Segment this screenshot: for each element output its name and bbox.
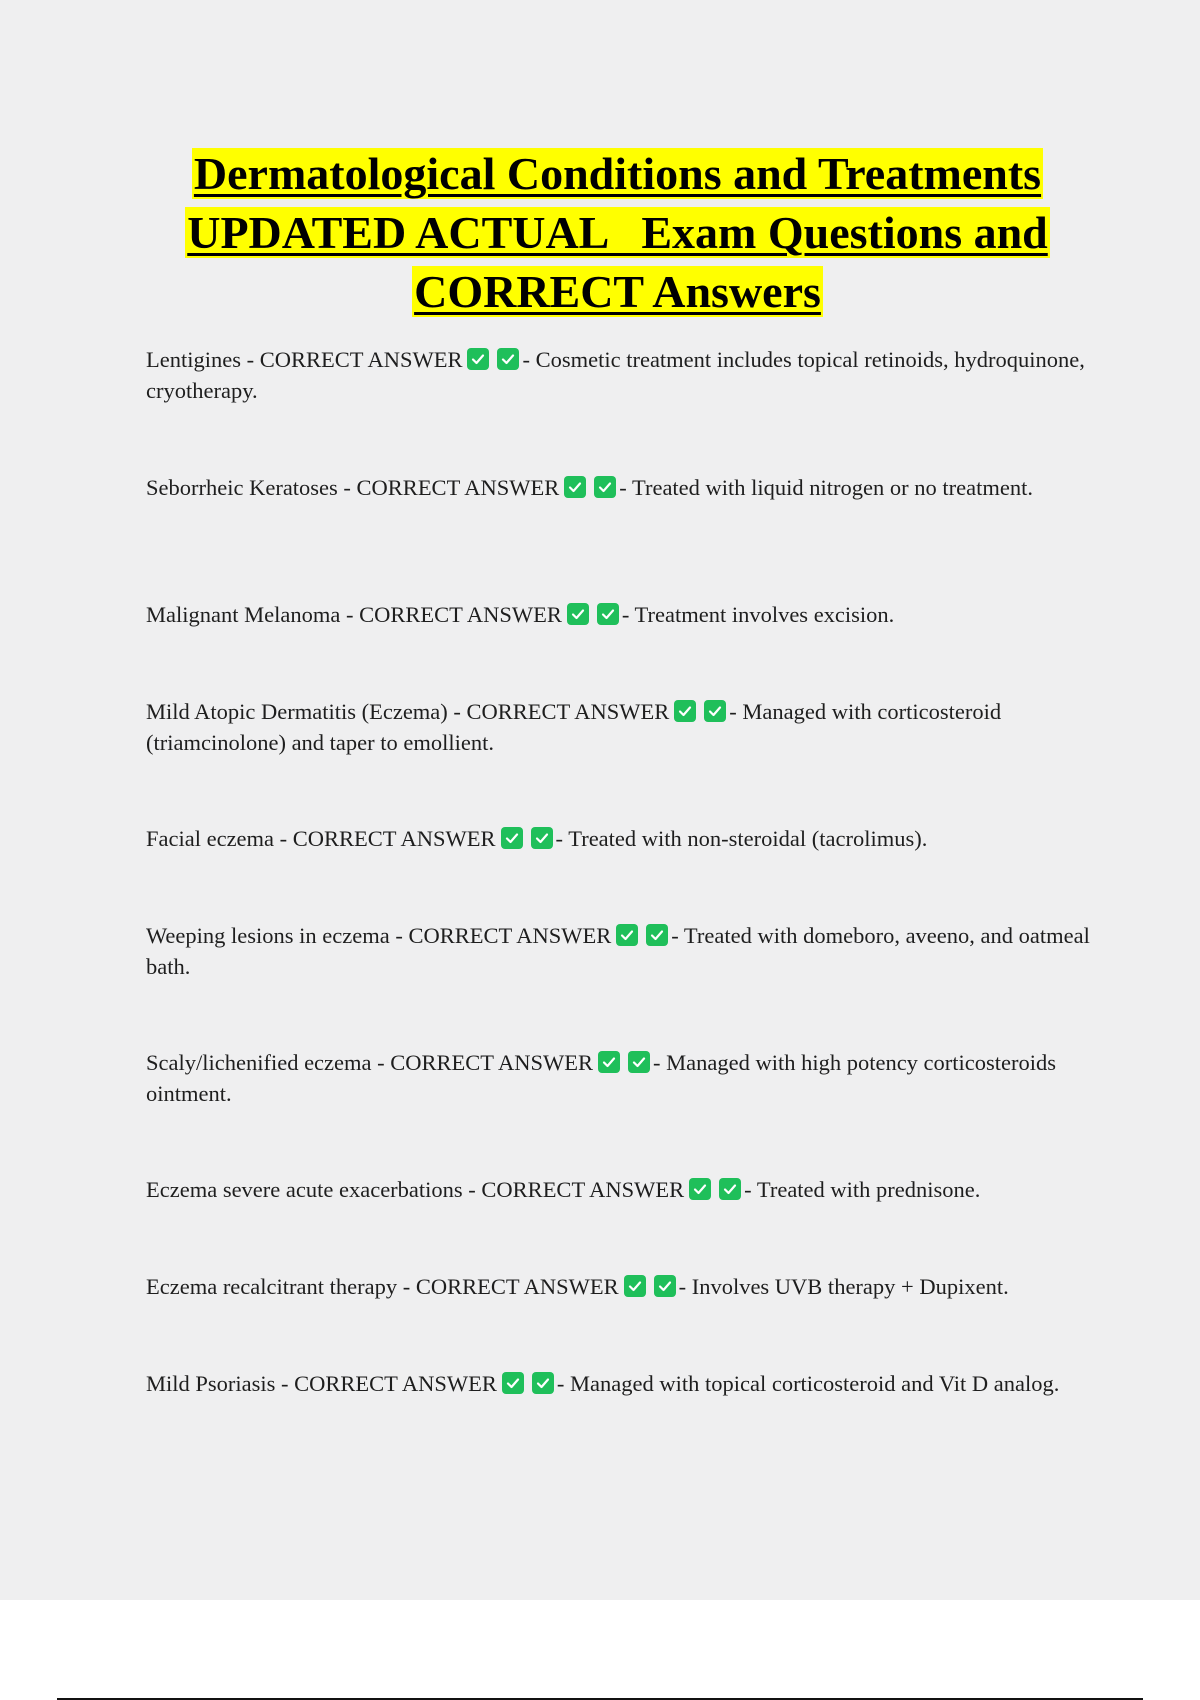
check-icon bbox=[616, 924, 638, 946]
qa-item-weeping-lesions bbox=[146, 920, 1091, 982]
qa-term: Scaly/lichenified eczema - bbox=[146, 1050, 391, 1075]
qa-term: Facial eczema - bbox=[146, 826, 293, 851]
answer-marker: CORRECT ANSWER bbox=[408, 923, 612, 948]
qa-term: Seborrheic Keratoses - bbox=[146, 475, 357, 500]
qa-answer: - Managed with corticosteroid (triamcinolone) and taper to emollient. bbox=[146, 699, 1002, 755]
check-icon bbox=[674, 700, 696, 722]
qa-term: Eczema severe acute exacerbations - bbox=[146, 1177, 482, 1202]
title-line-3: CORRECT Answers bbox=[414, 266, 821, 317]
title-line-1: Dermatological Conditions and Treatments bbox=[193, 148, 1042, 199]
qa-term: Mild Psoriasis - bbox=[146, 1371, 295, 1396]
qa-term: Eczema recalcitrant therapy - bbox=[146, 1274, 416, 1299]
title-line-2: UPDATED ACTUAL Exam Questions and bbox=[187, 207, 1048, 258]
answer-marker: CORRECT ANSWER bbox=[356, 475, 560, 500]
check-icon bbox=[567, 603, 589, 625]
check-icon bbox=[532, 1372, 554, 1394]
check-icon bbox=[628, 1051, 650, 1073]
qa-term: Mild Atopic Dermatitis (Eczema) - bbox=[146, 699, 467, 724]
qa-answer: - Treated with non-steroidal (tacrolimus). bbox=[555, 826, 928, 851]
qa-term: Malignant Melanoma - bbox=[146, 602, 360, 627]
answer-marker: CORRECT ANSWER bbox=[259, 347, 463, 372]
qa-term: Lentigines - bbox=[146, 347, 260, 372]
document-title bbox=[100, 144, 1135, 321]
check-icon bbox=[497, 348, 519, 370]
check-icon bbox=[719, 1178, 741, 1200]
qa-item-eczema-recalcitrant bbox=[146, 1271, 1091, 1302]
qa-answer: - Treated with domeboro, aveeno, and oatmeal bath. bbox=[146, 923, 1090, 979]
qa-item-scaly-lichenified-eczema bbox=[146, 1047, 1091, 1109]
answer-marker: CORRECT ANSWER bbox=[390, 1050, 593, 1075]
check-icon bbox=[501, 827, 523, 849]
answer-marker: CORRECT ANSWER bbox=[415, 1274, 619, 1299]
check-icon bbox=[646, 924, 668, 946]
qa-item-mild-psoriasis bbox=[146, 1368, 1091, 1399]
qa-answer: - Involves UVB therapy + Dupixent. bbox=[678, 1274, 1009, 1299]
check-icon bbox=[564, 476, 586, 498]
answer-marker: CORRECT ANSWER bbox=[292, 826, 496, 851]
qa-item-facial-eczema bbox=[146, 823, 1091, 854]
check-icon bbox=[597, 603, 619, 625]
qa-answer: - Managed with topical corticosteroid and Vit D analog. bbox=[556, 1371, 1060, 1396]
qa-answer: - Treatment involves excision. bbox=[621, 602, 895, 627]
check-icon bbox=[467, 348, 489, 370]
qa-item-lentigines bbox=[146, 344, 1091, 406]
qa-answer: - Treated with liquid nitrogen or no treatment. bbox=[619, 475, 1033, 500]
check-icon bbox=[704, 700, 726, 722]
qa-item-mild-atopic-dermatitis bbox=[146, 696, 1091, 758]
check-icon bbox=[502, 1372, 524, 1394]
qa-item-malignant-melanoma bbox=[146, 599, 1091, 630]
check-icon bbox=[654, 1275, 676, 1297]
qa-answer: - Managed with high potency corticosteroids ointment. bbox=[146, 1050, 1057, 1106]
qa-term: Weeping lesions in eczema - bbox=[146, 923, 409, 948]
check-icon bbox=[624, 1275, 646, 1297]
qa-item-eczema-severe-acute bbox=[146, 1174, 1091, 1205]
check-icon bbox=[689, 1178, 711, 1200]
answer-marker: CORRECT ANSWER bbox=[466, 699, 670, 724]
check-icon bbox=[594, 476, 616, 498]
qa-answer: - Treated with prednisone. bbox=[744, 1177, 981, 1202]
answer-marker: CORRECT ANSWER bbox=[481, 1177, 685, 1202]
check-icon bbox=[531, 827, 553, 849]
check-icon bbox=[598, 1051, 620, 1073]
answer-marker: CORRECT ANSWER bbox=[359, 602, 562, 627]
qa-answer: - Cosmetic treatment includes topical retinoids, hydroquinone, cryotherapy. bbox=[146, 347, 1085, 403]
answer-marker: CORRECT ANSWER bbox=[294, 1371, 497, 1396]
qa-item-seborrheic-keratoses bbox=[146, 472, 1091, 503]
